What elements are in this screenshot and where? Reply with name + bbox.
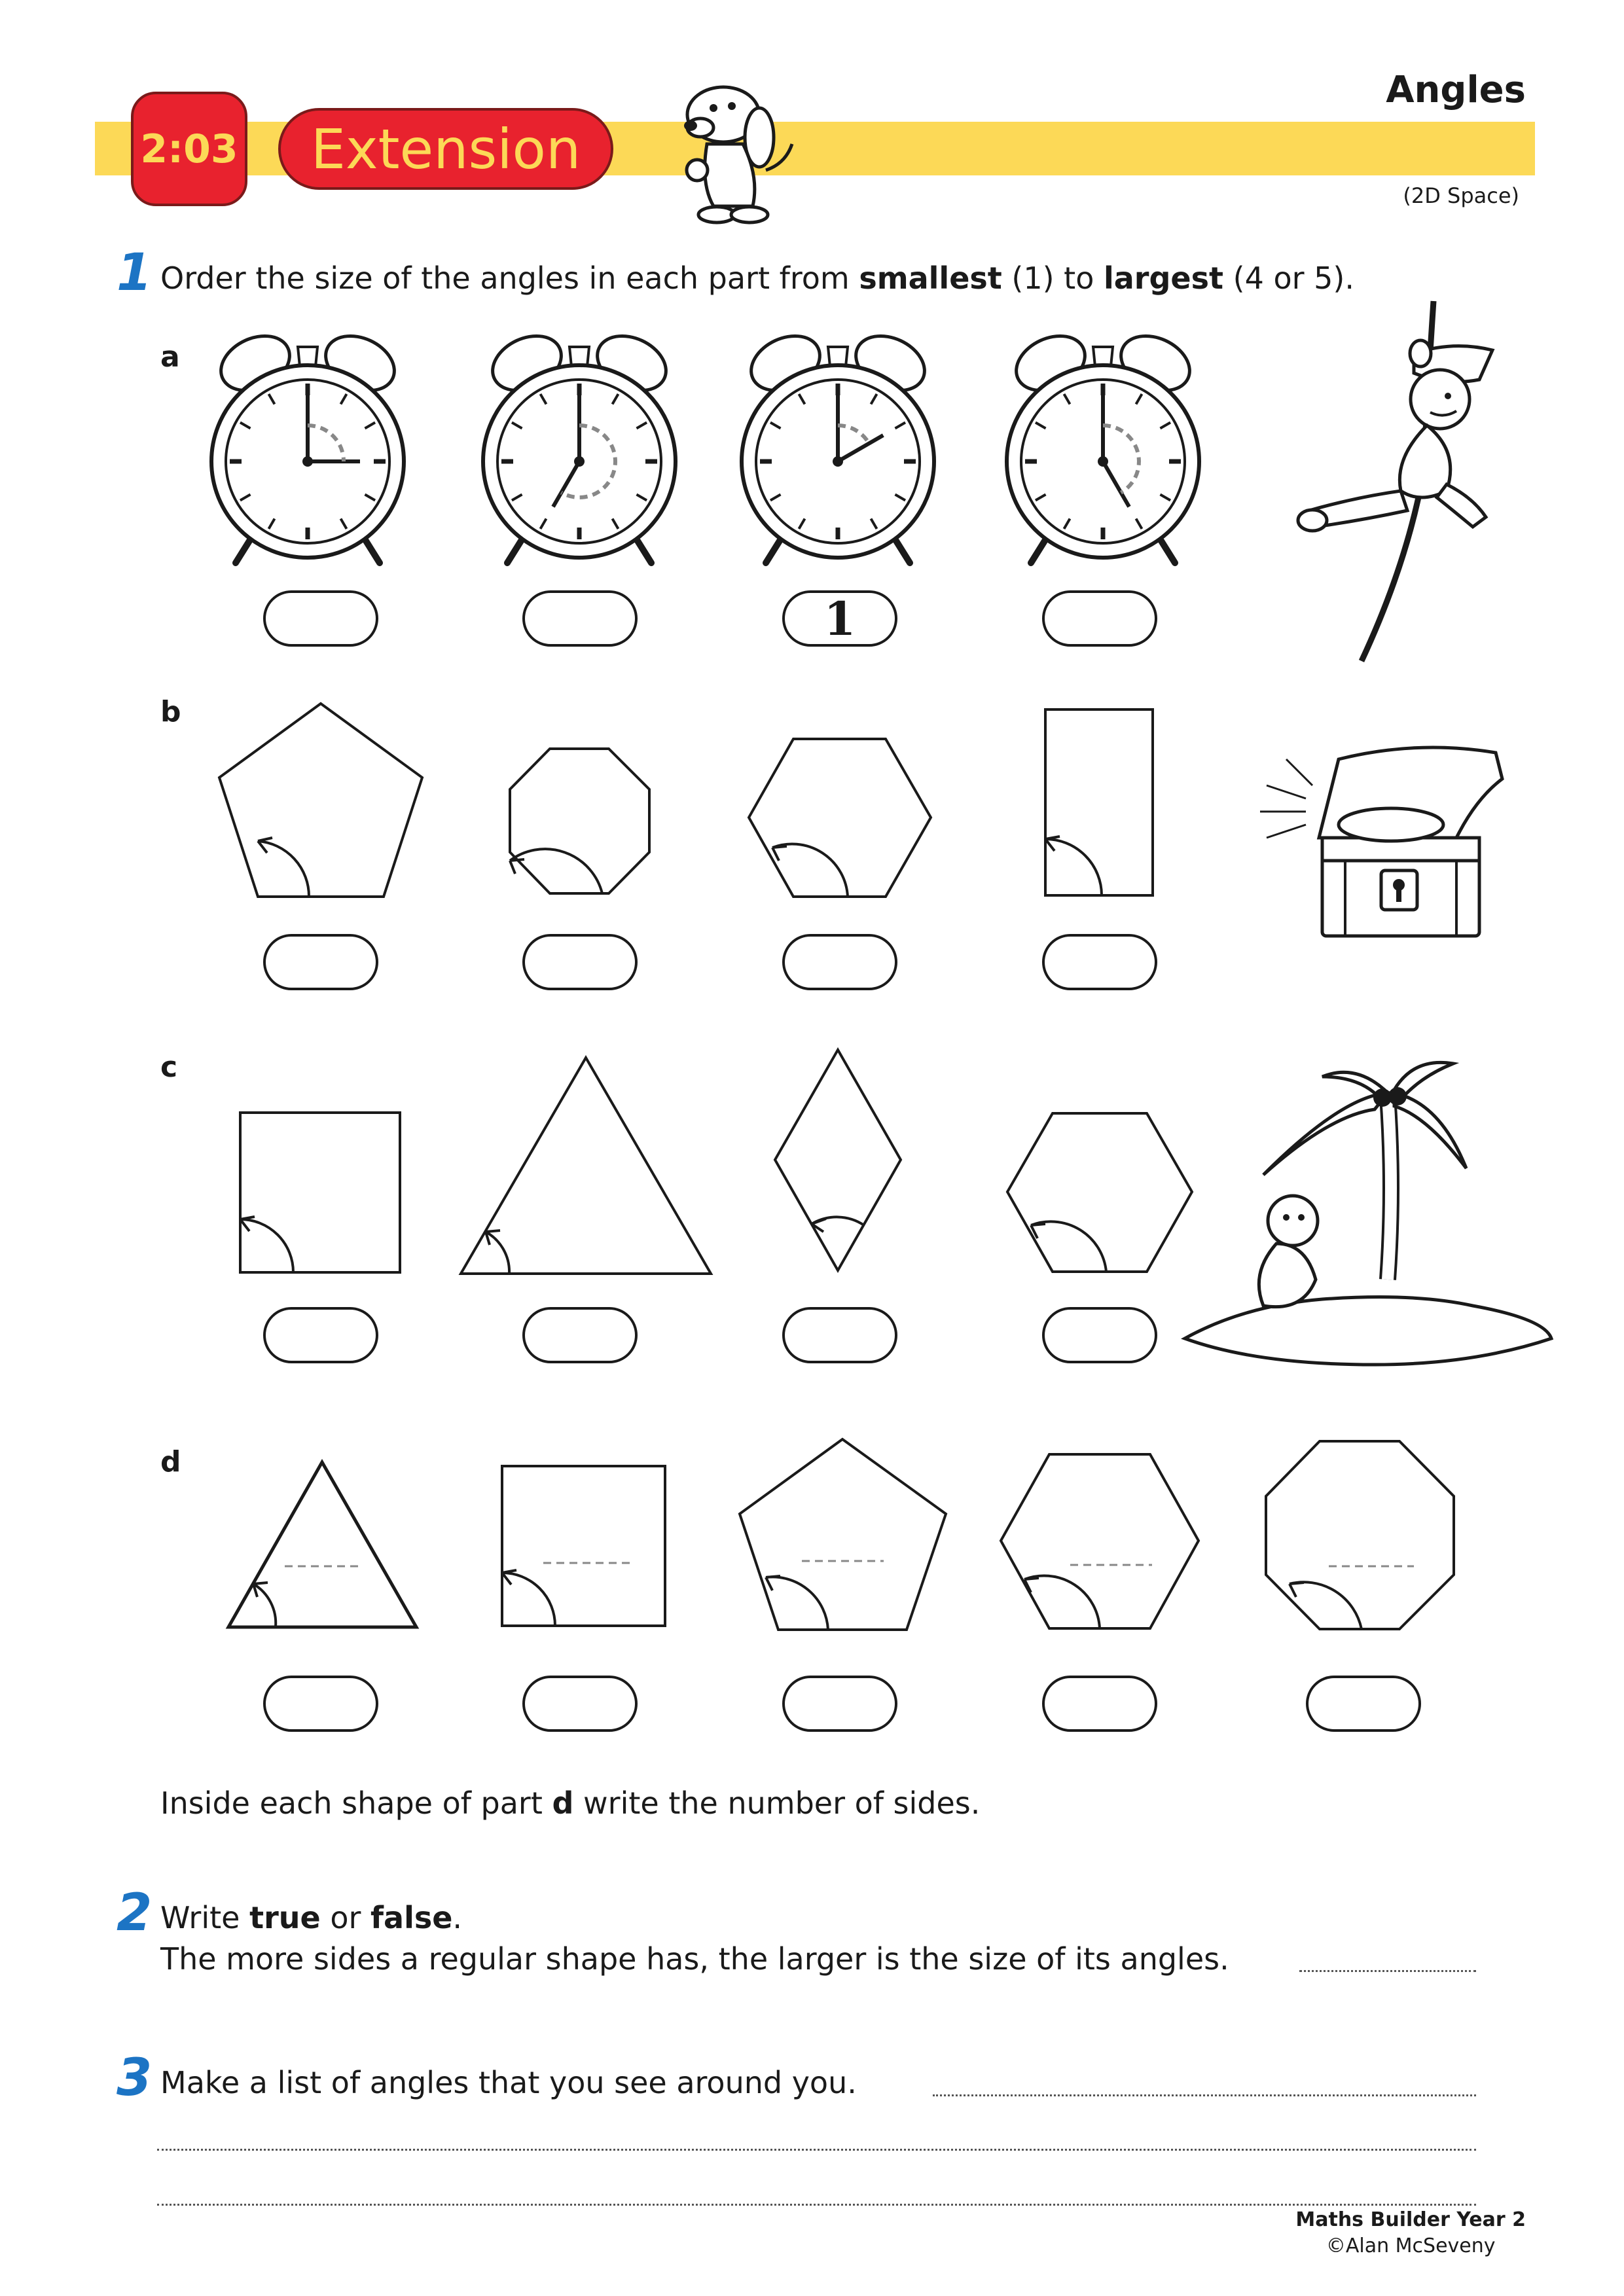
answer-oval-b1[interactable]	[263, 934, 378, 990]
answer-oval-d5[interactable]	[1306, 1676, 1421, 1732]
part-c-hexagon	[1005, 1111, 1195, 1274]
alarm-clock-icon	[730, 327, 946, 569]
question-1-number: 1	[117, 243, 153, 302]
part-label-a: a	[160, 340, 180, 374]
part-b-octagon	[507, 746, 651, 897]
part-d-triangle	[226, 1460, 419, 1630]
answer-oval-b2[interactable]	[522, 934, 638, 990]
answer-oval-a1[interactable]	[263, 590, 378, 647]
question-2-answer-line[interactable]	[1299, 1970, 1476, 1972]
part-b-rectangle	[1044, 708, 1155, 898]
part-c-rhombus	[772, 1047, 903, 1273]
alarm-clock-icon	[471, 327, 687, 569]
part-d-instruction: Inside each shape of part d write the number of sides.	[160, 1785, 981, 1821]
question-2-number: 2	[117, 1884, 153, 1943]
question-3-answer-line-2[interactable]	[157, 2149, 1476, 2151]
part-label-b: b	[160, 695, 181, 728]
dog-icon	[661, 65, 792, 229]
part-c-triangle	[458, 1055, 713, 1278]
answer-oval-c2[interactable]	[522, 1307, 638, 1363]
answer-oval-d4[interactable]	[1042, 1676, 1157, 1732]
part-b-hexagon	[746, 736, 933, 900]
answer-oval-d2[interactable]	[522, 1676, 638, 1732]
extension-badge: Extension	[278, 108, 613, 190]
part-label-c: c	[160, 1050, 178, 1084]
part-c-square	[239, 1111, 403, 1275]
part-d-hexagon	[998, 1452, 1201, 1632]
alarm-clock-icon	[200, 327, 416, 569]
part-d-square	[501, 1465, 668, 1628]
question-3-answer-line-1[interactable]	[933, 2094, 1476, 2096]
castaway-island-icon	[1178, 1057, 1558, 1371]
part-label-d: d	[160, 1445, 181, 1479]
answer-oval-a4[interactable]	[1042, 590, 1157, 647]
question-1-text: Order the size of the angles in each part from smallest (1) to largest (4 or 5).	[160, 260, 1354, 296]
answer-oval-d1[interactable]	[263, 1676, 378, 1732]
treasure-chest-icon	[1260, 740, 1522, 949]
section-code-badge: 2:03	[131, 92, 247, 206]
question-2-line-1: Write true or false.	[160, 1900, 463, 1935]
question-3-number: 3	[117, 2049, 153, 2108]
answer-oval-c1[interactable]	[263, 1307, 378, 1363]
answer-oval-b3[interactable]	[782, 934, 897, 990]
answer-oval-c4[interactable]	[1042, 1307, 1157, 1363]
answer-oval-a3[interactable]: 1	[782, 590, 897, 647]
footer-author: ©Alan McSeveny	[1326, 2234, 1496, 2257]
question-3-answer-line-3[interactable]	[157, 2204, 1476, 2206]
part-d-octagon	[1263, 1439, 1456, 1632]
part-d-pentagon	[736, 1437, 949, 1633]
answer-oval-d3[interactable]	[782, 1676, 897, 1732]
pirate-on-rope-icon	[1296, 301, 1519, 668]
answer-oval-c3[interactable]	[782, 1307, 897, 1363]
question-2-line-2: The more sides a regular shape has, the larger is the size of its angles.	[160, 1941, 1229, 1977]
footer-book-title: Maths Builder Year 2	[1295, 2208, 1526, 2231]
footer	[1295, 2207, 1526, 2259]
subtopic: (2D Space)	[1403, 183, 1519, 208]
answer-oval-b4[interactable]	[1042, 934, 1157, 990]
topic-title: Angles	[1386, 69, 1526, 111]
part-b-pentagon	[216, 700, 425, 903]
alarm-clock-icon	[995, 327, 1211, 569]
answer-oval-a2[interactable]	[522, 590, 638, 647]
question-3-text: Make a list of angles that you see around you.	[160, 2065, 857, 2100]
